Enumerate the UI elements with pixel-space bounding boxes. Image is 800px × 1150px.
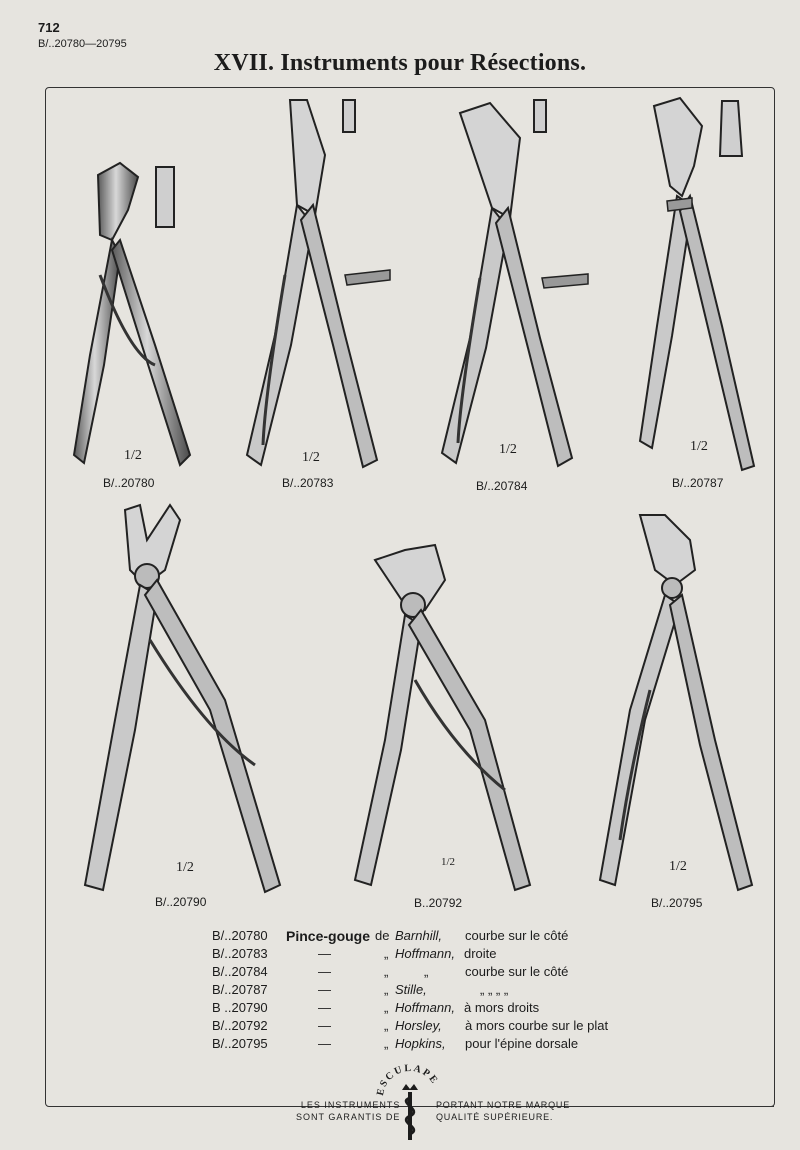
scale-20787: 1/2 [690, 439, 708, 454]
code-20784: B/..20784 [476, 479, 528, 493]
esculape-logo [375, 1064, 445, 1150]
instrument-20787-illustration [632, 96, 762, 476]
code-20783: B/..20783 [282, 476, 334, 490]
code-20795: B/..20795 [651, 896, 703, 910]
legend-desc: courbe sur le côté [465, 964, 569, 979]
legend-dash: — [318, 1000, 331, 1015]
legend-code: B ..20790 [212, 1000, 268, 1015]
footer-rule-left [52, 1106, 288, 1107]
legend-author: Hoffmann, [395, 946, 455, 961]
page-number: 712 [38, 20, 60, 35]
scale-20783: 1/2 [302, 450, 320, 465]
legend-de: de [375, 928, 390, 943]
legend-code: B/..20780 [212, 928, 268, 943]
code-20780: B/..20780 [103, 476, 155, 490]
legend-code: B/..20792 [212, 1018, 268, 1033]
legend-desc: pour l'épine dorsale [465, 1036, 579, 1051]
code-20787: B/..20787 [672, 476, 724, 490]
legend-author: Horsley, [395, 1018, 442, 1033]
footer-guarantee-right [436, 1099, 570, 1123]
legend-ditto: „ [384, 982, 389, 997]
code-20790: B/..20790 [155, 895, 207, 909]
legend-author: Barnhill, [395, 928, 442, 943]
footer-left-line1: LES INSTRUMENTS [300, 1100, 401, 1110]
legend-author: Hoffmann, [395, 1000, 455, 1015]
svg-text:ESCULAPE: ESCULAPE [375, 1064, 441, 1097]
legend-code: B/..20795 [212, 1036, 268, 1051]
legend-ditto: „ [384, 1018, 389, 1033]
scale-20790: 1/2 [176, 860, 194, 875]
legend-dash: — [318, 946, 331, 961]
scale-20795: 1/2 [669, 859, 687, 874]
legend-dash: — [318, 1018, 331, 1033]
instrument-20790-illustration [75, 500, 290, 895]
instrument-20783-illustration [235, 95, 400, 475]
legend-dash: — [318, 982, 331, 997]
footer-right-line2: QUALITÉ SUPÉRIEURE. [436, 1112, 554, 1122]
instrument-20784-illustration [430, 98, 595, 473]
legend-desc: à mors courbe sur le plat [465, 1018, 609, 1033]
scale-20784: 1/2 [499, 442, 517, 457]
legend-dash: — [318, 1036, 331, 1051]
footer-right-line1: PORTANT NOTRE MARQUE [436, 1100, 571, 1110]
legend-ditto: „ [384, 1036, 389, 1051]
legend-code: B/..20787 [212, 982, 268, 997]
legend-ditto: „ [384, 946, 389, 961]
page-title: XVII. Instruments pour Résections. [213, 50, 587, 76]
legend-dash: — [318, 964, 331, 979]
legend-author: Hopkins, [395, 1036, 446, 1051]
code-20792: B..20792 [414, 896, 463, 910]
legend-name: Pince-gouge [286, 928, 371, 944]
footer-rule-right [566, 1106, 774, 1107]
instrument-20780-illustration [60, 155, 210, 475]
legend-ditto: „ [424, 964, 429, 979]
scale-20792: 1/2 [441, 856, 456, 868]
legend-author: Stille, [395, 982, 427, 997]
legend-desc: „ „ „ „ [480, 982, 509, 997]
legend-code: B/..20784 [212, 964, 268, 979]
legend-code: B/..20783 [212, 946, 268, 961]
instrument-20795-illustration [590, 510, 760, 895]
instrument-20792-illustration [345, 540, 540, 895]
legend-desc: courbe sur le côté [465, 928, 569, 943]
footer-left-line2: SONT GARANTIS DE [296, 1112, 401, 1122]
legend-ditto: „ [384, 1000, 389, 1015]
page-range: B/..20780—20795 [38, 38, 127, 50]
legend-desc: à mors droits [464, 1000, 540, 1015]
legend-ditto: „ [384, 964, 389, 979]
scale-20780: 1/2 [124, 448, 142, 463]
legend-desc: droite [464, 946, 497, 961]
